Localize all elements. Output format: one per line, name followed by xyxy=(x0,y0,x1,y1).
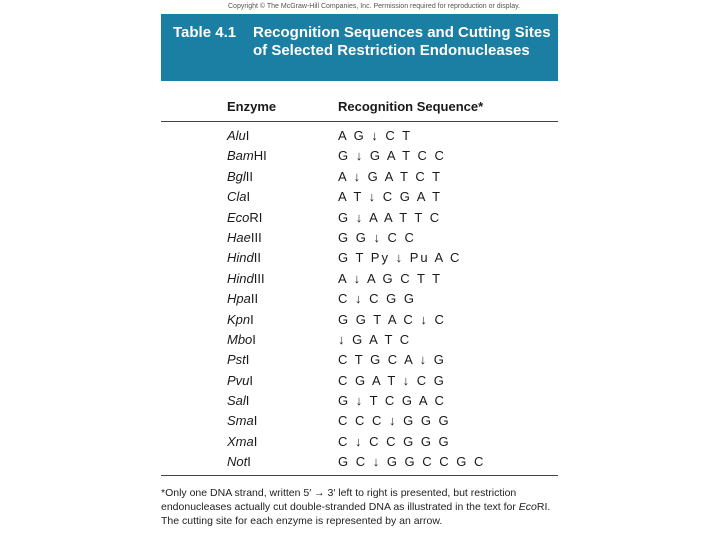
enzyme-name-suffix: III xyxy=(253,270,265,286)
enzyme-name-suffix: II xyxy=(245,168,254,184)
enzyme-name xyxy=(227,434,257,449)
column-header-sequence: Recognition Sequence* xyxy=(338,99,484,114)
recognition-sequence: C C C ↓ G G G xyxy=(338,413,451,429)
enzyme-name-suffix: I xyxy=(252,331,256,347)
table-row xyxy=(161,432,558,452)
enzyme-name xyxy=(227,454,251,469)
enzyme-name-suffix: HI xyxy=(253,148,267,164)
table-row xyxy=(161,411,558,431)
table-header-banner xyxy=(161,14,558,81)
table-footnote xyxy=(161,486,561,528)
recognition-sequence: C ↓ C G G xyxy=(338,291,416,307)
footnote-text: *Only one DNA strand, written 5′ → 3′ left to right is presented, but restriction endonucleases actually cut double-stranded DNA as illustrated in the text for xyxy=(161,487,519,513)
recognition-sequence: G G ↓ C C xyxy=(338,229,416,245)
enzyme-name xyxy=(227,128,249,143)
enzyme-name-italic: Sal xyxy=(227,393,246,409)
enzyme-name xyxy=(227,210,262,225)
enzyme-name-italic: Pvu xyxy=(227,372,250,388)
enzyme-name xyxy=(227,332,256,347)
table-title: Recognition Sequences and Cutting Sites of Selected Restriction Endonucleases xyxy=(253,24,551,59)
enzyme-name-italic: Cla xyxy=(227,189,247,205)
enzyme-name-italic: Hae xyxy=(227,229,251,245)
enzyme-name-suffix: I xyxy=(253,413,258,429)
recognition-sequence: A ↓ A G C T T xyxy=(338,270,443,286)
table-row xyxy=(161,248,558,268)
recognition-sequence: C G A T ↓ C G xyxy=(338,372,446,388)
enzyme-name-italic: Xma xyxy=(227,433,254,449)
enzyme-name-suffix: I xyxy=(245,352,250,368)
recognition-sequence: G G T A C ↓ C xyxy=(338,311,446,327)
table-row xyxy=(161,371,558,391)
enzyme-name-suffix: I xyxy=(250,311,254,327)
enzyme-name-italic: Pst xyxy=(227,352,246,368)
enzyme-name xyxy=(227,312,254,327)
table-row xyxy=(161,350,558,370)
table-row xyxy=(161,391,558,411)
enzyme-name-italic: Bam xyxy=(227,148,254,164)
enzyme-name xyxy=(227,250,261,265)
table-row xyxy=(161,126,558,146)
enzyme-name-suffix: II xyxy=(250,291,259,307)
table-row xyxy=(161,289,558,309)
table-row xyxy=(161,146,558,166)
table-row xyxy=(161,167,558,187)
recognition-sequence: G C ↓ G G C C G C xyxy=(338,454,486,470)
table-bottom-divider xyxy=(161,475,558,476)
enzyme-name-suffix: II xyxy=(253,250,261,266)
enzyme-name xyxy=(227,373,253,388)
enzyme-name xyxy=(227,393,249,408)
enzyme-name-italic: Eco xyxy=(227,209,250,225)
recognition-sequence: G ↓ T C G A C xyxy=(338,393,446,409)
enzyme-name xyxy=(227,189,250,204)
enzyme-name-italic: Hind xyxy=(227,270,254,286)
enzyme-name-suffix: I xyxy=(253,433,258,449)
enzyme-name-italic: Not xyxy=(227,454,248,470)
enzyme-name-italic: Sma xyxy=(227,413,254,429)
recognition-sequence: ↓ G A T C xyxy=(338,331,412,347)
enzyme-name xyxy=(227,271,265,286)
enzyme-name-suffix: I xyxy=(246,189,251,205)
table-row xyxy=(161,330,558,350)
enzyme-name xyxy=(227,291,258,306)
enzyme-name-suffix: RI xyxy=(249,209,263,225)
recognition-sequence: G ↓ A A T T C xyxy=(338,209,442,225)
enzyme-name-italic: Kpn xyxy=(227,311,251,327)
enzyme-name xyxy=(227,148,267,163)
enzyme-name-italic: Hpa xyxy=(227,291,251,307)
recognition-sequence: A ↓ G A T C T xyxy=(338,168,443,184)
table-label: Table 4.1 xyxy=(173,24,237,41)
enzyme-name-italic: Bgl xyxy=(227,168,246,184)
table-row xyxy=(161,228,558,248)
recognition-sequence: G T Py ↓ Pu A C xyxy=(338,250,462,266)
enzyme-name-suffix: I xyxy=(247,454,251,470)
table-row xyxy=(161,187,558,207)
enzyme-name-italic: Hind xyxy=(227,250,254,266)
enzyme-name-suffix: I xyxy=(245,128,250,143)
enzyme-name xyxy=(227,352,249,367)
table-row xyxy=(161,310,558,330)
enzyme-name-italic: Mbo xyxy=(227,331,253,347)
footnote-text-end: RI. The cutting site for each enzyme is represented by an arrow. xyxy=(161,501,551,527)
enzyme-name xyxy=(227,413,257,428)
enzyme-name-italic: Alu xyxy=(227,128,246,143)
enzyme-name-suffix: I xyxy=(249,372,254,388)
recognition-sequence: C T G C A ↓ G xyxy=(338,352,446,368)
enzyme-name xyxy=(227,230,262,245)
table-row xyxy=(161,269,558,289)
enzyme-name-suffix: I xyxy=(245,393,250,409)
footnote-enzyme-italic: Eco xyxy=(518,501,537,513)
enzyme-name xyxy=(227,169,253,184)
header-divider xyxy=(161,121,558,122)
table-row xyxy=(161,208,558,228)
enzyme-name-suffix: III xyxy=(250,229,262,245)
recognition-sequence: A T ↓ C G A T xyxy=(338,189,443,205)
column-header-enzyme: Enzyme xyxy=(227,99,277,114)
table-row xyxy=(161,452,558,472)
enzyme-table-body xyxy=(161,126,558,473)
recognition-sequence: C ↓ C C G G G xyxy=(338,433,451,449)
recognition-sequence: G ↓ G A T C C xyxy=(338,148,446,164)
recognition-sequence: A G ↓ C T xyxy=(338,128,413,143)
copyright-notice: Copyright © The McGraw-Hill Companies, Inc. Permission required for reproduction or display. xyxy=(228,3,521,10)
